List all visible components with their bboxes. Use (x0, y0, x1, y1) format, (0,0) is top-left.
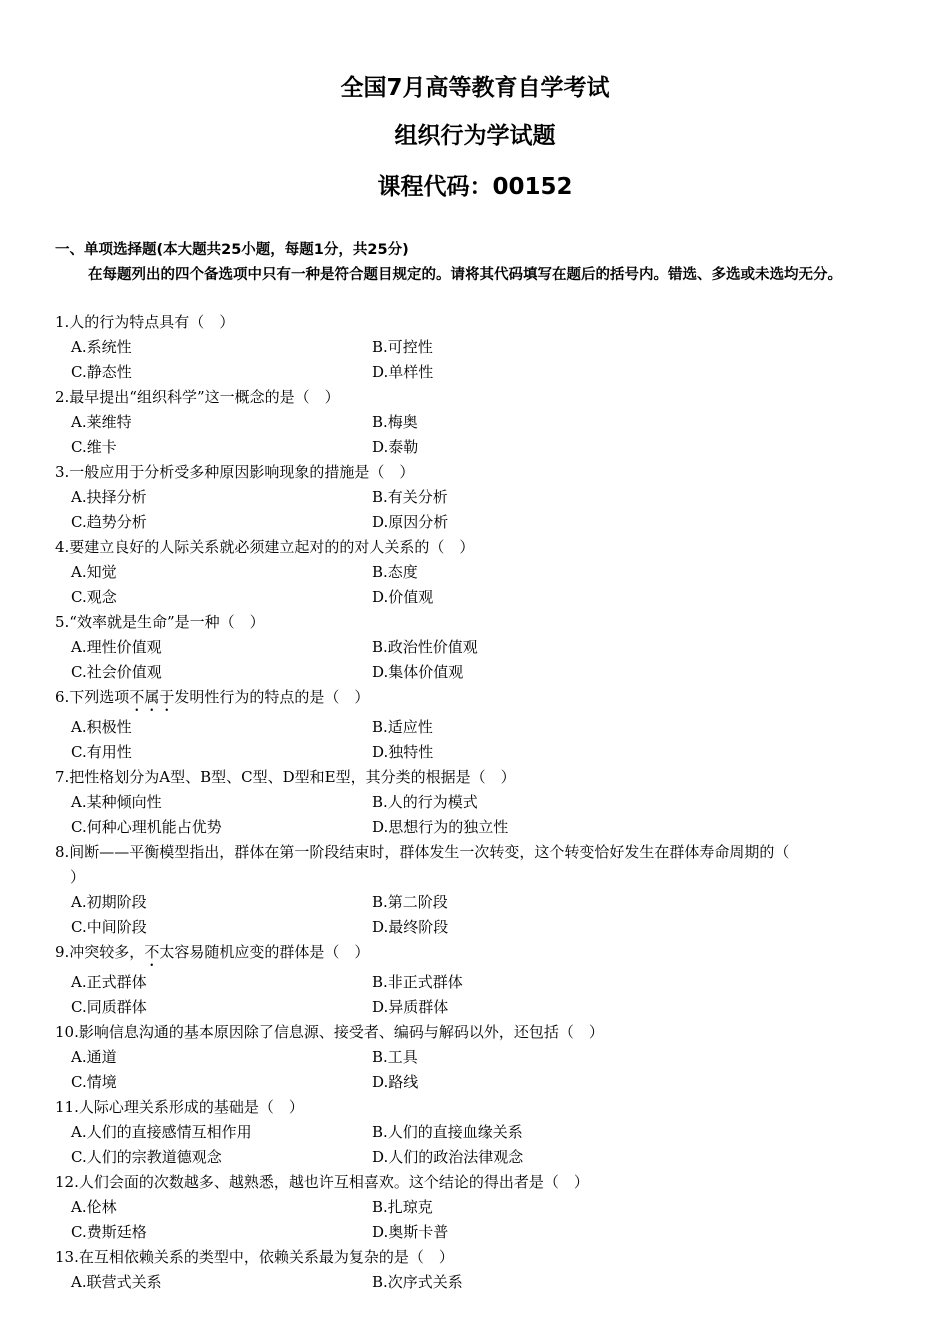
question-stem (55, 460, 905, 485)
answer-option: A.莱维特 (71, 413, 132, 431)
answer-option: A.知觉 (71, 563, 117, 581)
stem-continuation: ） (70, 868, 86, 886)
question-item (55, 765, 905, 840)
section-instructions: 在每题列出的四个备选项中只有一种是符合题目规定的。请将其代码填写在题后的括号内。错选、多选或未选均无分。 (88, 267, 842, 283)
question-stem (55, 765, 905, 790)
answer-option: B.政治性价值观 (372, 638, 478, 656)
option-grid (55, 410, 905, 460)
stem-text: 太容易随机应变的群体是（ ） (159, 943, 370, 961)
course-code: 课程代码：00152 (377, 174, 573, 200)
stem-text: 11.人际心理关系形成的基础是（ ） (55, 1098, 304, 1116)
option-grid (55, 485, 905, 535)
stem-text: 13.在互相依赖关系的类型中，依赖关系最为复杂的是（ ） (55, 1248, 454, 1266)
answer-option: B.态度 (372, 563, 418, 581)
answer-option: D.路线 (372, 1073, 419, 1091)
stem-text: 7.把性格划分为A型、B型、C型、D型和E型，其分类的根据是（ ） (55, 768, 516, 786)
question-item (55, 460, 905, 535)
stem-text: 9.冲突较多， (55, 943, 145, 961)
answer-option: A.系统性 (71, 338, 132, 356)
answer-option: A.通道 (71, 1048, 117, 1066)
stem-text: 5.“效率就是生命”是一种（ ） (55, 613, 265, 631)
answer-option: C.何种心理机能占优势 (71, 818, 222, 836)
stem-emphasis: 不属于 (129, 688, 175, 706)
stem-text: 3.一般应用于分析受多种原因影响现象的措施是（ ） (55, 463, 415, 481)
option-grid (55, 715, 905, 765)
answer-option: B.扎琼克 (372, 1198, 433, 1216)
answer-option: D.人们的政治法律观念 (372, 1148, 524, 1166)
stem-text: 12.人们会面的次数越多、越熟悉，越也许互相喜欢。这个结论的得出者是（ ） (55, 1173, 589, 1191)
stem-text: 2.最早提出“组织科学”这一概念的是（ ） (55, 388, 340, 406)
question-item (55, 1020, 905, 1095)
question-list (55, 310, 905, 1295)
option-grid (55, 1045, 905, 1095)
answer-option: C.费斯廷格 (71, 1223, 147, 1241)
question-item (55, 685, 905, 765)
option-grid (55, 335, 905, 385)
question-item (55, 385, 905, 460)
answer-option: C.趋势分析 (71, 513, 147, 531)
question-stem (55, 1020, 905, 1045)
question-item (55, 610, 905, 685)
option-grid (55, 1120, 905, 1170)
stem-text: 6.下列选项 (55, 688, 130, 706)
answer-option: B.工具 (372, 1048, 418, 1066)
answer-option: B.梅奥 (372, 413, 418, 431)
option-grid (55, 790, 905, 840)
answer-option: C.观念 (71, 588, 117, 606)
question-item (55, 840, 905, 940)
option-grid (55, 890, 905, 940)
answer-option: A.积极性 (71, 718, 132, 736)
question-item (55, 1245, 905, 1295)
answer-option: A.人们的直接感情互相作用 (71, 1123, 252, 1141)
answer-option: D.原因分析 (372, 513, 449, 531)
answer-option: C.中间阶段 (71, 918, 147, 936)
answer-option: D.单样性 (372, 363, 434, 381)
answer-option: B.第二阶段 (372, 893, 448, 911)
answer-option: C.情境 (71, 1073, 117, 1091)
answer-option: C.维卡 (71, 438, 117, 456)
stem-text: 发明性行为的特点的是（ ） (174, 688, 370, 706)
answer-option: D.集体价值观 (372, 663, 464, 681)
answer-option: D.奥斯卡普 (372, 1223, 449, 1241)
question-stem (55, 840, 905, 890)
answer-option: A.理性价值观 (71, 638, 162, 656)
answer-option: C.静态性 (71, 363, 132, 381)
answer-option: A.联营式关系 (71, 1273, 162, 1291)
question-item (55, 1170, 905, 1245)
answer-option: D.独特性 (372, 743, 434, 761)
option-grid (55, 635, 905, 685)
answer-option: A.正式群体 (71, 973, 147, 991)
exam-subject: 组织行为学试题 (394, 123, 556, 149)
answer-option: B.人的行为模式 (372, 793, 478, 811)
question-stem (55, 1170, 905, 1195)
answer-option: C.有用性 (71, 743, 132, 761)
question-item (55, 940, 905, 1020)
answer-option: C.人们的宗教道德观念 (71, 1148, 222, 1166)
question-item (55, 535, 905, 610)
answer-option: B.有关分析 (372, 488, 448, 506)
question-stem (55, 940, 905, 970)
answer-option: C.社会价值观 (71, 663, 162, 681)
answer-option: D.泰勒 (372, 438, 419, 456)
option-grid (55, 1195, 905, 1245)
stem-text: 10.影响信息沟通的基本原因除了信息源、接受者、编码与解码以外，还包括（ ） (55, 1023, 604, 1041)
question-item (55, 310, 905, 385)
question-stem (55, 385, 905, 410)
option-grid (55, 560, 905, 610)
section-heading: 一、单项选择题(本大题共25小题，每题1分，共25分) (55, 242, 409, 258)
answer-option: A.伦林 (71, 1198, 117, 1216)
answer-option: B.非正式群体 (372, 973, 463, 991)
option-grid (55, 970, 905, 1020)
answer-option: C.同质群体 (71, 998, 147, 1016)
answer-option: D.异质群体 (372, 998, 449, 1016)
question-item (55, 1095, 905, 1170)
question-stem (55, 1245, 905, 1270)
answer-option: D.思想行为的独立性 (372, 818, 509, 836)
stem-emphasis: 不 (144, 943, 160, 961)
stem-text: 8.间断——平衡模型指出，群体在第一阶段结束时，群体发生一次转变，这个转变恰好发生在群体寿命周期的（ (55, 843, 790, 861)
exam-title: 全国7月高等教育自学考试 (340, 75, 610, 101)
answer-option: A.抉择分析 (71, 488, 147, 506)
answer-option: D.最终阶段 (372, 918, 449, 936)
stem-text: 4.要建立良好的人际关系就必须建立起对的的对人关系的（ ） (55, 538, 475, 556)
stem-text: 1.人的行为特点具有（ ） (55, 313, 235, 331)
question-stem (55, 685, 905, 715)
answer-option: B.人们的直接血缘关系 (372, 1123, 523, 1141)
answer-option: B.可控性 (372, 338, 433, 356)
question-stem (55, 535, 905, 560)
answer-option: D.价值观 (372, 588, 434, 606)
option-grid (55, 1270, 905, 1295)
question-stem (55, 310, 905, 335)
question-stem (55, 610, 905, 635)
question-stem (55, 1095, 905, 1120)
answer-option: B.适应性 (372, 718, 433, 736)
answer-option: A.初期阶段 (71, 893, 147, 911)
answer-option: A.某种倾向性 (71, 793, 162, 811)
answer-option: B.次序式关系 (372, 1273, 463, 1291)
